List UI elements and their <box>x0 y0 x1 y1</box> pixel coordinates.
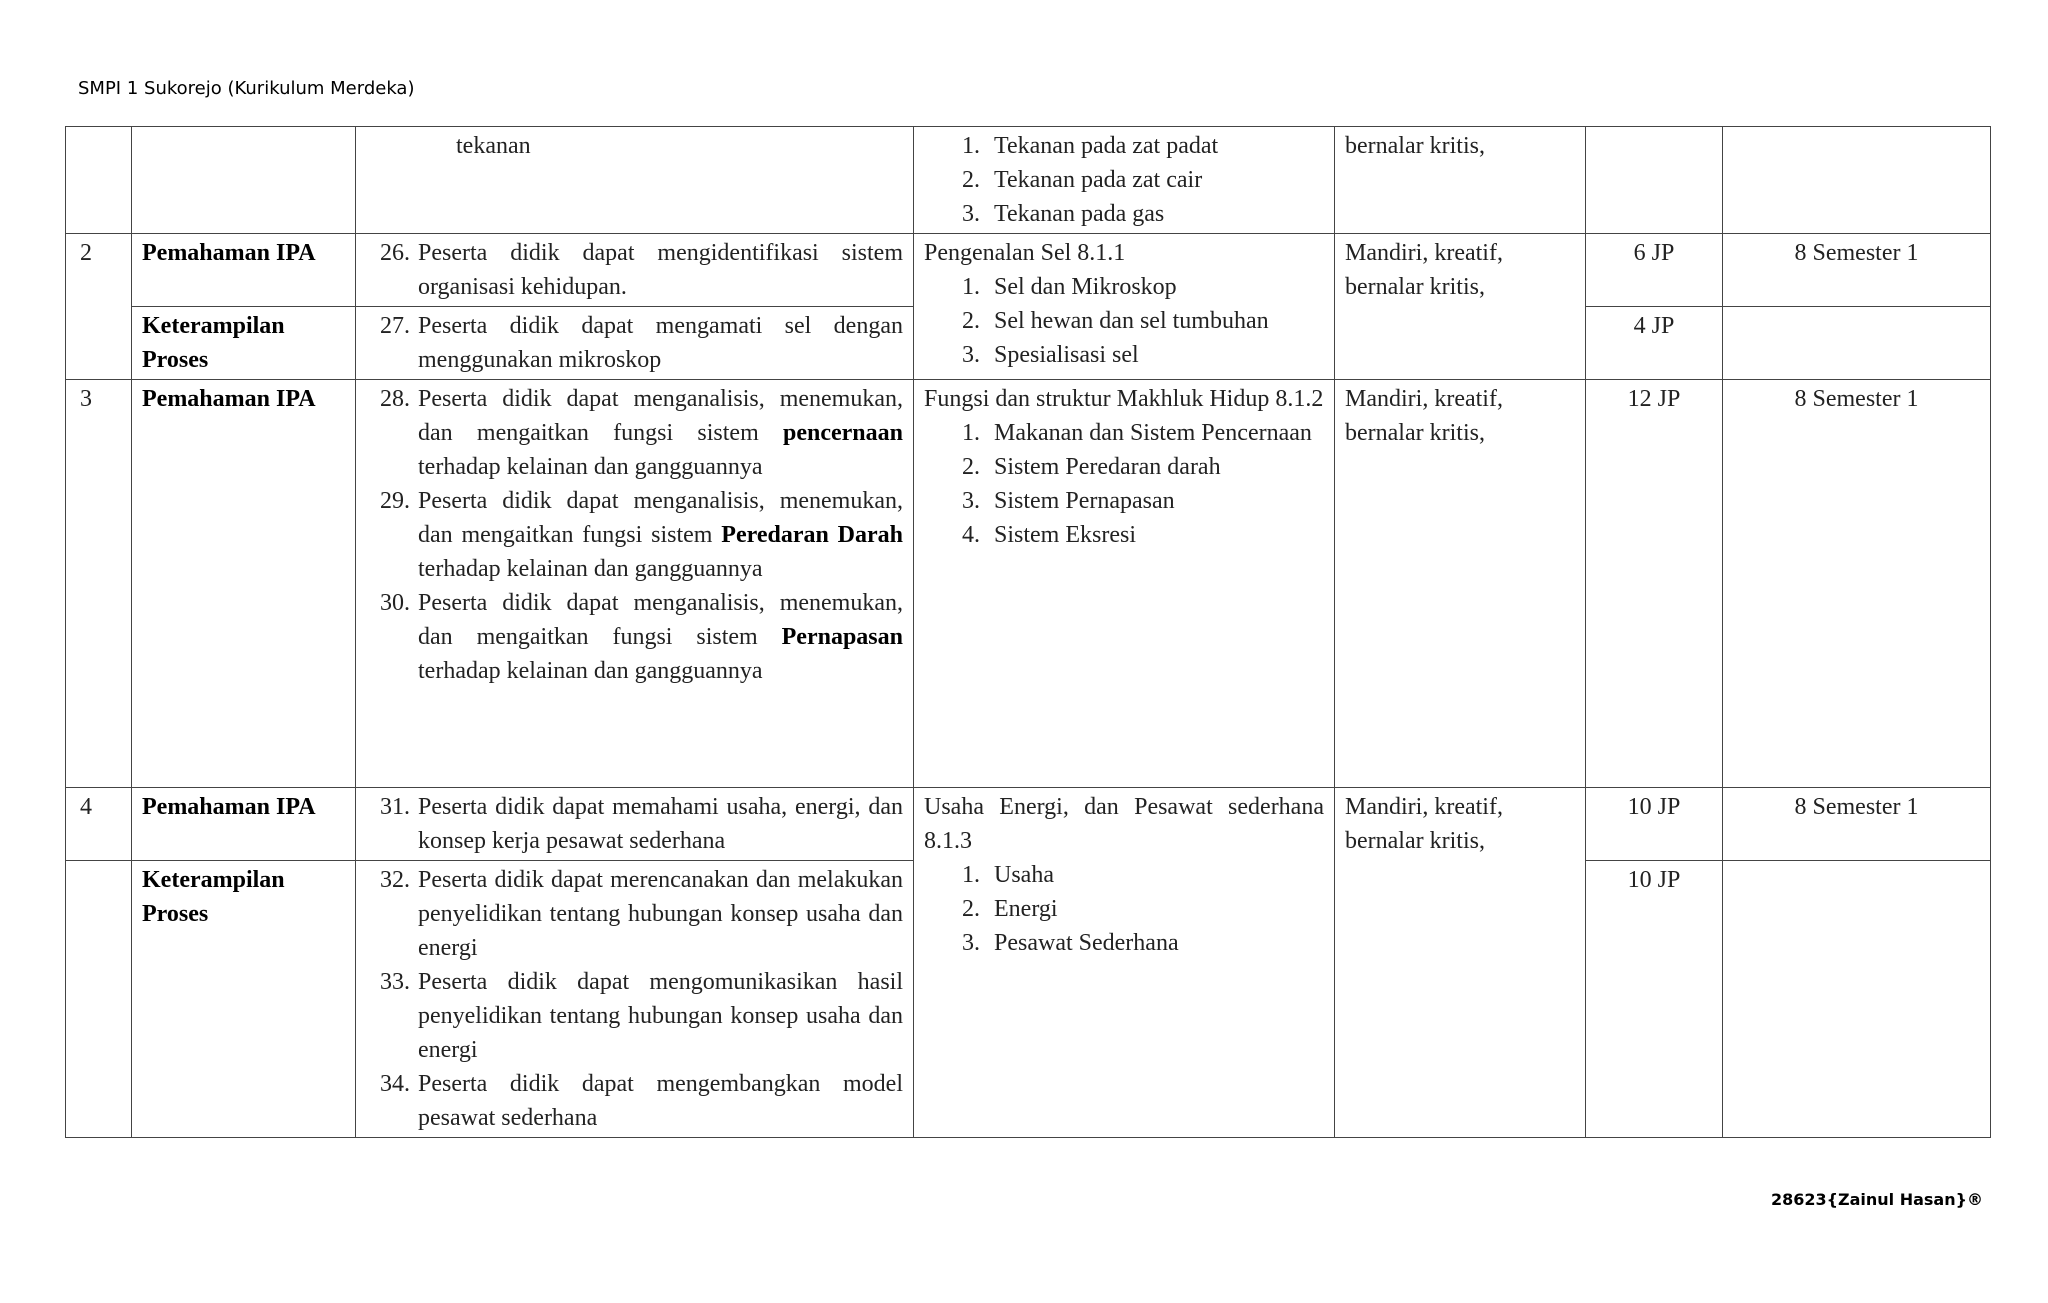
list-item: 3. Sistem Pernapasan <box>962 488 1175 514</box>
list-item: 3. Pesawat Sederhana <box>962 930 1179 956</box>
semester-cell: 8 Semester 1 <box>1723 788 1991 861</box>
material-title: Usaha Energi, dan Pesawat sederhana 8.1.3 <box>924 794 1324 854</box>
objective-item: 32. Peserta didik dapat merencanakan dan melakukan penyelidikan tentang hubungan konsep usaha dan energi <box>380 867 903 961</box>
element-cell: Keterampilan Proses <box>132 307 356 380</box>
list-item: 4. Sistem Eksresi <box>962 522 1136 548</box>
element-cell: Pemahaman IPA <box>132 380 356 788</box>
semester-cell: 8 Semester 1 <box>1723 380 1991 788</box>
row-number: 4 <box>66 788 132 861</box>
list-item: 1. Sel dan Mikroskop <box>962 274 1177 300</box>
table-row <box>66 380 1991 788</box>
profile-cell: Mandiri, kreatif, bernalar kritis, <box>1335 234 1586 380</box>
objective-item: 26. Peserta didik dapat mengidentifikasi sistem organisasi kehidupan. <box>380 240 903 300</box>
list-item: 2. Tekanan pada zat cair <box>962 167 1203 193</box>
list-item: 2. Sistem Peredaran darah <box>962 454 1221 480</box>
row-number: 2 <box>66 234 132 380</box>
material-list <box>924 270 1324 372</box>
list-item: 3. Tekanan pada gas <box>962 201 1165 227</box>
material-list <box>924 416 1324 552</box>
semester-cell: 8 Semester 1 <box>1723 234 1991 307</box>
list-item: 2. Energi <box>962 896 1058 922</box>
objective-item: 33. Peserta didik dapat mengomunikasikan hasil penyelidikan tentang hubungan konsep usaha dan energi <box>380 969 903 1063</box>
element-cell: Pemahaman IPA <box>132 788 356 861</box>
material-list <box>924 129 1324 231</box>
jp-cell: 12 JP <box>1586 380 1723 788</box>
jp-cell: 6 JP <box>1586 234 1723 307</box>
jp-cell: 10 JP <box>1586 788 1723 861</box>
list-item: 1. Usaha <box>962 862 1054 888</box>
material-title: Fungsi dan struktur Makhluk Hidup 8.1.2 <box>924 386 1324 412</box>
objective-item: 34. Peserta didik dapat mengembangkan model pesawat sederhana <box>380 1071 903 1131</box>
profile-cell: Mandiri, kreatif, bernalar kritis, <box>1335 380 1586 788</box>
row-number: 3 <box>66 380 132 788</box>
objective-item: 30. Peserta didik dapat menganalisis, menemukan, dan mengaitkan fungsi sistem Pernapasan terhadap kelainan dan gangguannya <box>380 590 903 684</box>
objective-item: 27. Peserta didik dapat mengamati sel dengan menggunakan mikroskop <box>380 313 903 373</box>
list-item: 2. Sel hewan dan sel tumbuhan <box>962 308 1269 334</box>
jp-cell: 4 JP <box>1586 307 1723 380</box>
list-item: 3. Spesialisasi sel <box>962 342 1139 368</box>
material-title: Pengenalan Sel 8.1.1 <box>924 240 1126 266</box>
objective-item: 28. Peserta didik dapat menganalisis, menemukan, dan mengaitkan fungsi sistem pencernaan terhadap kelainan dan gangguannya <box>380 386 903 480</box>
table-row <box>66 234 1991 307</box>
profile-cell: bernalar kritis, <box>1335 127 1586 234</box>
list-item: 1. Tekanan pada zat padat <box>962 133 1219 159</box>
material-list <box>924 858 1324 960</box>
objective-continuation: tekanan <box>456 133 531 159</box>
table-row <box>66 788 1991 861</box>
element-cell: Keterampilan Proses <box>132 861 356 1138</box>
element-cell: Pemahaman IPA <box>132 234 356 307</box>
list-item: 1. Makanan dan Sistem Pencernaan <box>962 420 1312 446</box>
profile-cell: Mandiri, kreatif, bernalar kritis, <box>1335 788 1586 1138</box>
jp-cell: 10 JP <box>1586 861 1723 1138</box>
table-row <box>66 127 1991 234</box>
page-footer: 28623{Zainul Hasan}® <box>1770 1190 1983 1209</box>
page-header: SMPI 1 Sukorejo (Kurikulum Merdeka) <box>78 78 415 99</box>
objective-item: 29. Peserta didik dapat menganalisis, menemukan, dan mengaitkan fungsi sistem Peredaran Darah terhadap kelainan dan gangguannya <box>380 488 903 582</box>
objective-item: 31. Peserta didik dapat memahami usaha, energi, dan konsep kerja pesawat sederhana <box>380 794 903 854</box>
learning-objectives-table <box>65 126 1991 1138</box>
